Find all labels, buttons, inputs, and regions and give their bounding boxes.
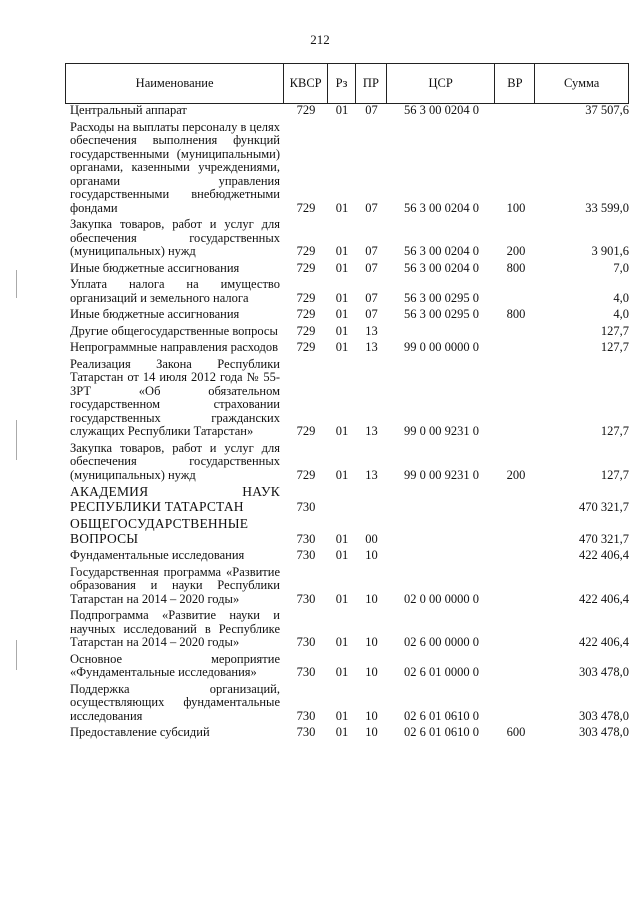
cell-name: ОБЩЕГОСУДАРСТВЕННЫЕ ВОПРОСЫ — [70, 516, 249, 546]
cell-name: Закупка товаров, работ и услуг для обеспечения государственных (муниципальных) нужд — [70, 217, 280, 258]
table-row — [65, 485, 629, 514]
cell-sum: 303 478,0 — [579, 725, 629, 739]
cell-sum: 4,0 — [613, 307, 629, 321]
cell-sum: 127,7 — [600, 340, 629, 354]
cell-pr: 13 — [365, 340, 378, 354]
cell-name: Фундаментальные исследования — [70, 548, 245, 562]
cell-csr: 56 3 00 0204 0 — [404, 103, 479, 117]
cell-pr: 07 — [365, 290, 378, 305]
cell-name: Государственная программа «Развитие образования и науки Республики Татарстан на 2014 – 2020 годы» — [70, 564, 280, 606]
cell-csr — [387, 549, 496, 563]
cell-csr: 02 6 01 0610 0 — [404, 708, 479, 723]
cell-kvsr: 730 — [296, 499, 316, 514]
cell-pr: 10 — [365, 548, 378, 562]
table-row — [65, 609, 629, 650]
cell-pr: 07 — [365, 260, 378, 275]
cell-name: Закупка товаров, работ и услуг для обеспечения государственных (муниципальных) нужд — [70, 440, 280, 482]
cell-rz: 01 — [335, 635, 349, 649]
cell-vr — [496, 653, 536, 680]
cell-csr: 99 0 00 9231 0 — [404, 424, 479, 438]
cell-rz: 01 — [335, 548, 349, 562]
cell-pr: 10 — [365, 635, 378, 649]
cell-name: Предоставление субсидий — [70, 725, 210, 739]
cell-vr: 600 — [506, 725, 526, 739]
cell-pr: 07 — [365, 200, 378, 215]
cell-pr: 10 — [365, 725, 378, 739]
table-row — [65, 549, 629, 563]
cell-rz: 01 — [335, 260, 349, 275]
cell-sum: 422 406,4 — [579, 548, 629, 562]
header-pr: ПР — [356, 64, 387, 103]
table-row — [65, 358, 629, 439]
cell-csr: 56 3 00 0295 0 — [404, 307, 479, 321]
table-row — [65, 517, 629, 546]
cell-kvsr: 730 — [296, 591, 316, 606]
cell-kvsr: 730 — [296, 531, 316, 546]
cell-name: Поддержка организаций, осуществляющих фундаментальные исследования — [70, 681, 280, 723]
cell-pr: 10 — [365, 708, 378, 723]
cell-name: Расходы на выплаты персоналу в целях обеспечения выполнения функций государственными (муниципальными) органами, казенными учреждениями, органами управления государственными внебюджетными фондами — [70, 119, 280, 215]
table-row — [65, 104, 629, 118]
cell-sum: 127,7 — [600, 467, 629, 482]
cell-kvsr: 729 — [296, 424, 316, 438]
cell-rz: 01 — [335, 244, 349, 258]
cell-pr: 10 — [365, 591, 378, 606]
cell-vr: 200 — [506, 467, 526, 482]
cell-sum: 470 321,7 — [579, 531, 629, 546]
table-row — [65, 726, 629, 740]
table-row — [65, 566, 629, 607]
cell-name: Другие общегосударственные вопросы — [70, 323, 278, 338]
cell-sum: 127,7 — [600, 323, 629, 338]
margin-mark — [16, 420, 17, 460]
cell-csr — [387, 517, 496, 546]
table-row — [65, 278, 629, 305]
cell-vr — [496, 485, 536, 514]
table-row — [65, 121, 629, 216]
table-row — [65, 218, 629, 259]
cell-kvsr: 729 — [296, 467, 316, 482]
table-body — [65, 104, 629, 743]
cell-kvsr: 729 — [296, 244, 316, 258]
cell-csr: 02 6 00 0000 0 — [404, 635, 479, 649]
header-kvsr: КВСР — [284, 64, 328, 103]
cell-csr — [387, 485, 496, 514]
table-row — [65, 262, 629, 276]
header-rz: Рз — [328, 64, 356, 103]
cell-rz: 01 — [335, 708, 349, 723]
cell-rz: 01 — [335, 340, 349, 354]
cell-rz: 01 — [335, 323, 349, 338]
cell-sum: 303 478,0 — [579, 665, 629, 679]
cell-csr: 99 0 00 0000 0 — [404, 340, 479, 354]
table-row — [65, 308, 629, 322]
cell-name: Центральный аппарат — [70, 103, 187, 117]
table-row — [65, 653, 629, 680]
header-sum: Сумма — [563, 76, 600, 90]
cell-rz: 01 — [335, 307, 349, 321]
cell-vr — [496, 325, 536, 339]
cell-name: Непрограммные направления расходов — [70, 340, 278, 354]
margin-mark — [16, 270, 17, 298]
cell-name: Основное мероприятие «Фундаментальные исследования» — [70, 651, 280, 679]
cell-vr — [496, 549, 536, 563]
cell-kvsr: 729 — [296, 340, 316, 354]
cell-vr: 200 — [506, 244, 526, 258]
cell-vr — [496, 609, 536, 650]
cell-pr: 00 — [365, 531, 378, 546]
cell-pr — [356, 485, 387, 514]
cell-sum: 37 507,6 — [585, 103, 629, 117]
cell-rz: 01 — [335, 725, 349, 739]
page-number: 212 — [310, 32, 330, 47]
cell-rz: 01 — [335, 290, 349, 305]
cell-kvsr: 730 — [296, 708, 316, 723]
cell-name: Иные бюджетные ассигнования — [70, 260, 240, 275]
cell-kvsr: 730 — [296, 665, 316, 679]
cell-vr: 800 — [506, 260, 526, 275]
cell-kvsr: 729 — [296, 307, 316, 321]
cell-sum: 3 901,6 — [591, 244, 629, 258]
cell-rz: 01 — [335, 591, 349, 606]
cell-vr — [496, 517, 536, 546]
cell-rz: 01 — [335, 200, 349, 215]
cell-pr: 10 — [365, 665, 378, 679]
cell-rz: 01 — [335, 467, 349, 482]
cell-csr: 02 6 01 0000 0 — [404, 665, 479, 679]
cell-csr — [387, 325, 496, 339]
header-csr: ЦСР — [387, 64, 496, 103]
table-row — [65, 325, 629, 339]
cell-sum: 127,7 — [600, 424, 629, 438]
cell-sum: 303 478,0 — [579, 708, 629, 723]
header-name: Наименование — [66, 64, 284, 103]
header-vr: ВР — [495, 64, 535, 103]
cell-vr — [496, 566, 536, 607]
cell-pr: 07 — [365, 103, 378, 117]
cell-name: Реализация Закона Республики Татарстан от 14 июля 2012 года № 55-ЗРТ «Об обязательном государственном страховании государственных гражданских служащих Республики Татарстан» — [70, 356, 280, 438]
cell-kvsr: 730 — [296, 548, 316, 562]
cell-csr: 56 3 00 0204 0 — [404, 260, 479, 275]
table-header — [65, 63, 629, 104]
cell-rz: 01 — [335, 531, 349, 546]
cell-name: Иные бюджетные ассигнования — [70, 307, 240, 321]
cell-name: Подпрограмма «Развитие науки и научных исследований в Республике Татарстан на 2014 – 2020 годы» — [70, 608, 280, 649]
cell-csr: 56 3 00 0295 0 — [404, 290, 479, 305]
table-row — [65, 442, 629, 483]
cell-name: АКАДЕМИЯ НАУК РЕСПУБЛИКИ ТАТАРСТАН — [70, 484, 280, 514]
cell-sum: 4,0 — [613, 290, 629, 305]
cell-csr: 56 3 00 0204 0 — [404, 200, 479, 215]
cell-vr: 800 — [506, 307, 526, 321]
cell-vr — [496, 341, 536, 355]
cell-pr: 07 — [365, 307, 378, 321]
cell-kvsr: 729 — [296, 260, 316, 275]
margin-mark — [16, 640, 17, 670]
cell-kvsr: 729 — [296, 200, 316, 215]
cell-sum: 422 406,4 — [579, 635, 629, 649]
cell-kvsr: 729 — [296, 323, 316, 338]
cell-kvsr: 730 — [296, 725, 316, 739]
cell-pr: 13 — [365, 467, 378, 482]
cell-vr — [496, 683, 536, 724]
cell-rz — [328, 485, 356, 514]
cell-kvsr: 729 — [296, 103, 316, 117]
cell-sum: 422 406,4 — [579, 591, 629, 606]
cell-kvsr: 729 — [296, 290, 316, 305]
cell-pr: 13 — [365, 323, 378, 338]
cell-csr: 56 3 00 0204 0 — [404, 244, 479, 258]
cell-csr: 99 0 00 9231 0 — [404, 467, 479, 482]
cell-rz: 01 — [335, 665, 349, 679]
cell-csr: 02 6 01 0610 0 — [404, 725, 479, 739]
cell-kvsr: 730 — [296, 635, 316, 649]
cell-name: Уплата налога на имущество организаций и земельного налога — [70, 277, 280, 305]
cell-sum: 33 599,0 — [585, 200, 629, 215]
cell-rz: 01 — [335, 103, 349, 117]
cell-pr: 13 — [365, 424, 378, 438]
cell-vr — [496, 104, 536, 118]
table-row — [65, 341, 629, 355]
cell-vr — [496, 358, 536, 439]
cell-sum: 470 321,7 — [579, 499, 629, 514]
cell-vr — [496, 278, 536, 305]
cell-vr: 100 — [506, 200, 526, 215]
table-row — [65, 683, 629, 724]
cell-csr: 02 0 00 0000 0 — [404, 591, 479, 606]
cell-sum: 7,0 — [613, 260, 629, 275]
cell-pr: 07 — [365, 244, 378, 258]
cell-rz: 01 — [335, 424, 349, 438]
